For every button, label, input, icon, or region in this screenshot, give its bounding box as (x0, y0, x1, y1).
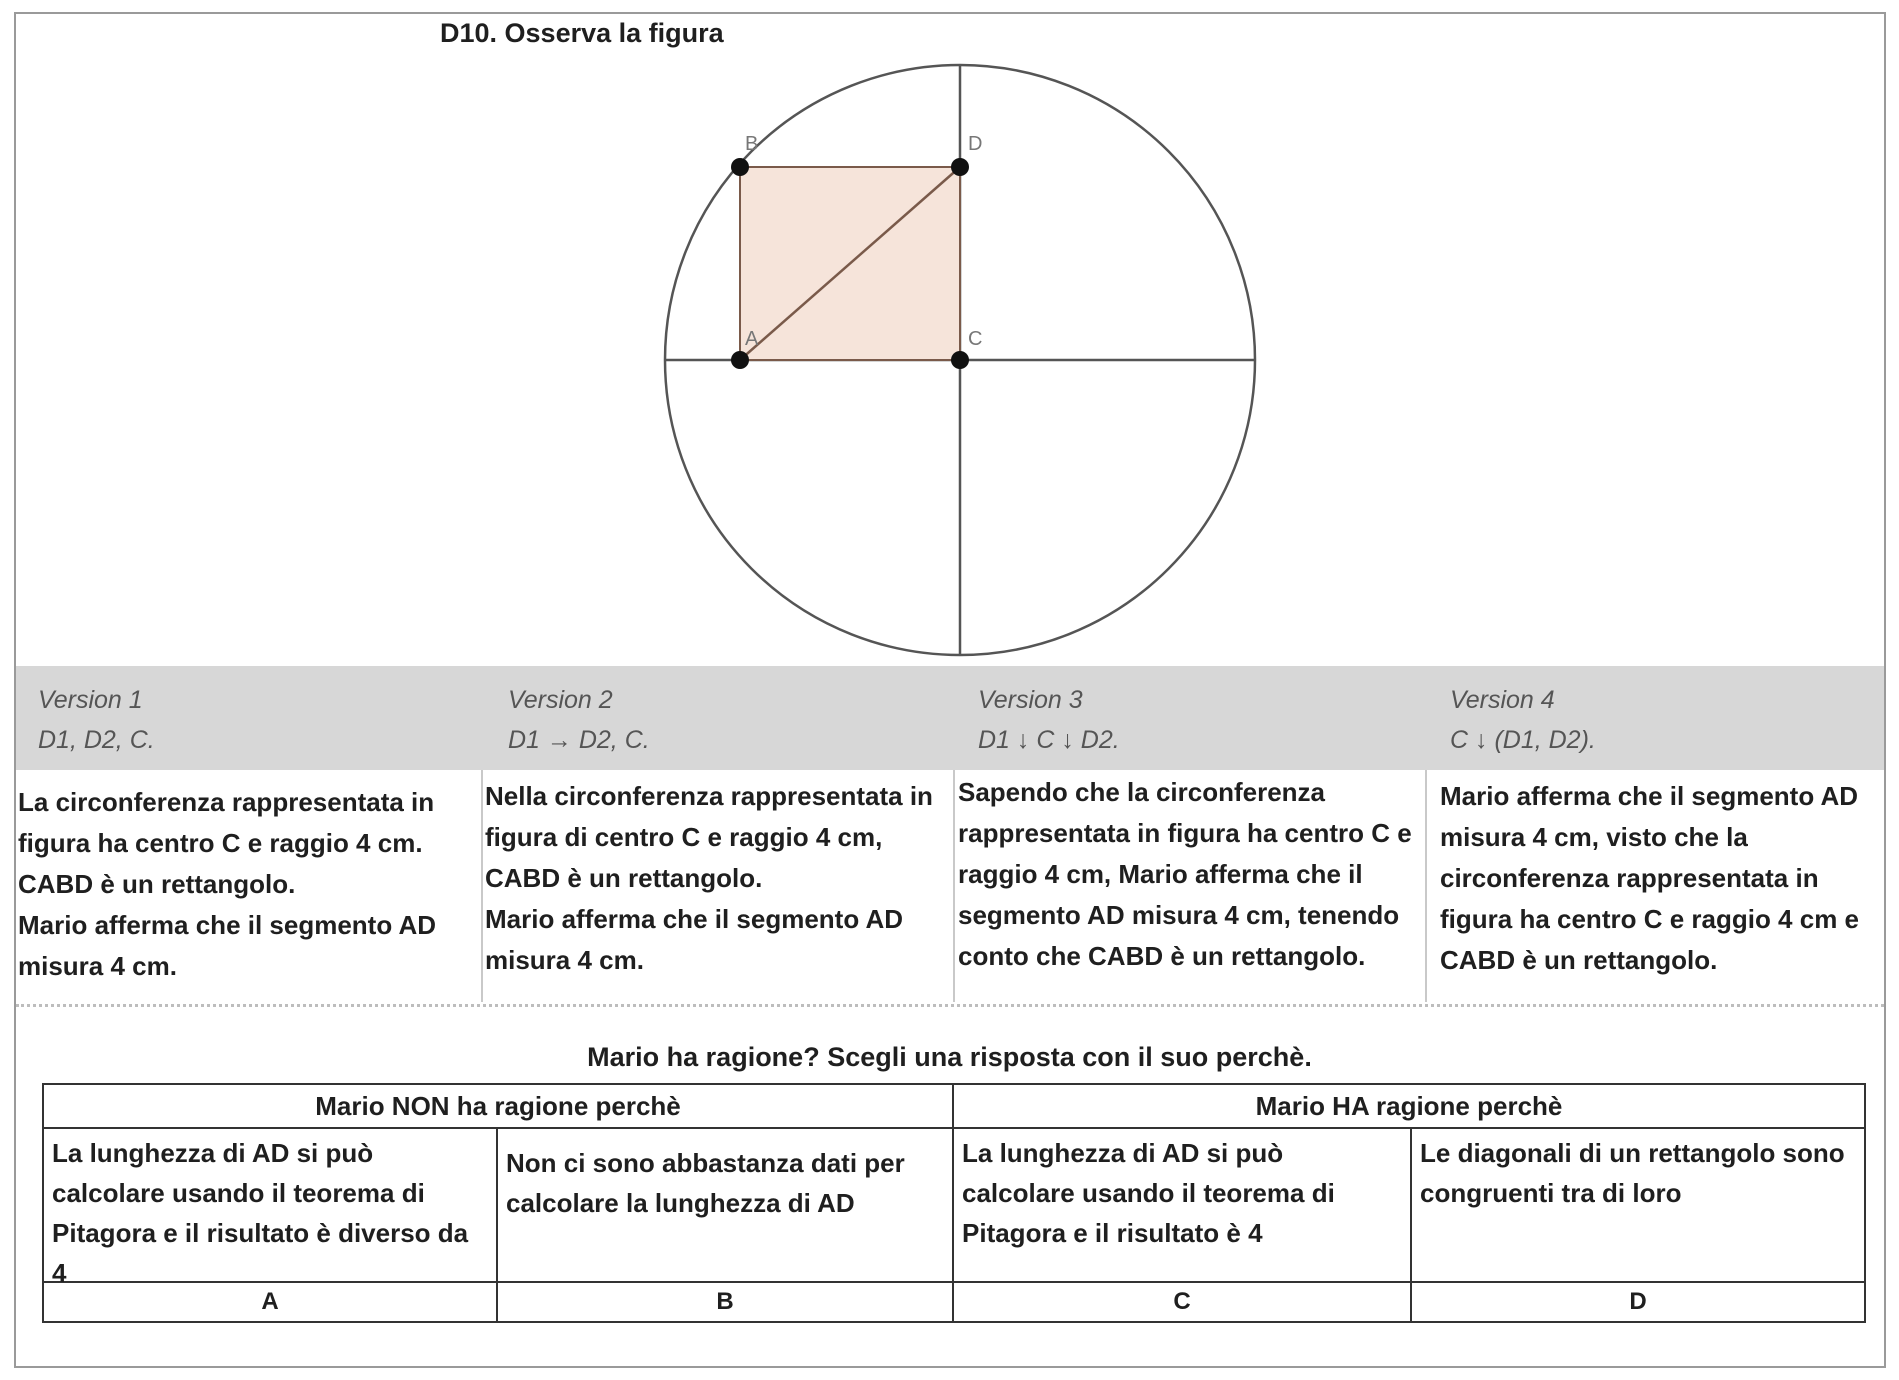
versions-header (16, 666, 1884, 770)
version-1-name: Version 1 (38, 686, 143, 714)
label-c: C (968, 328, 983, 350)
version-2-header (508, 680, 650, 760)
version-1-order: D1, D2, C. (38, 726, 155, 754)
version-2-text: Nella circonferenza rappresentata in figura di centro C e raggio 4 cm, CABD è un rettangolo. Mario afferma che il segmento AD misura 4 cm. (485, 781, 933, 975)
dotted-divider (16, 1004, 1884, 1007)
point-d (951, 158, 969, 176)
geometry-figure (0, 0, 1899, 670)
option-b-text: Non ci sono abbastanza dati per calcolare la lunghezza di AD (506, 1148, 905, 1218)
point-c (951, 351, 969, 369)
version-3-header (978, 680, 1120, 760)
version-1-header (38, 680, 155, 760)
version-2-order: D1 → D2, C. (508, 726, 650, 754)
version-separator (953, 770, 955, 1002)
option-a-text: La lunghezza di AD si può calcolare usando il teorema di Pitagora e il risultato è diverso da 4 (52, 1138, 469, 1288)
option-b-button[interactable]: B (716, 1288, 734, 1315)
version-separator (1425, 770, 1427, 1002)
label-b: B (745, 133, 759, 155)
version-1-text: La circonferenza rappresentata in figura ha centro C e raggio 4 cm. CABD è un rettangolo. Mario afferma che il segmento AD misura 4 cm. (18, 787, 437, 981)
question-text: Mario ha ragione? Scegli una risposta con il suo perchè. (587, 1042, 1312, 1072)
label-a: A (745, 328, 759, 350)
option-d-text: Le diagonali di un rettangolo sono congruenti tra di loro (1420, 1138, 1845, 1208)
version-4-header (1450, 680, 1596, 760)
version-2-name: Version 2 (508, 686, 613, 714)
version-3-name: Version 3 (978, 686, 1083, 714)
version-4-text: Mario afferma che il segmento AD misura 4 cm, visto che la circonferenza rappresentata in figura ha centro C e raggio 4 cm e CABD è un rettangolo. (1440, 781, 1859, 975)
answers-table (42, 1083, 1866, 1323)
option-d-button[interactable]: D (1629, 1288, 1647, 1315)
version-3-order: D1 ↓ C ↓ D2. (978, 726, 1120, 754)
group-non-ha-ragione: Mario NON ha ragione perchè (315, 1091, 681, 1121)
exercise-title: D10. Osserva la figura (440, 18, 724, 48)
version-3-text: Sapendo che la circonferenza rappresentata in figura ha centro C e raggio 4 cm, Mario afferma che il segmento AD misura 4 cm, tenendo conto che CABD è un rettangolo. (958, 777, 1412, 971)
version-separator (481, 770, 483, 1002)
option-c-text: La lunghezza di AD si può calcolare usando il teorema di Pitagora e il risultato è 4 (962, 1138, 1335, 1248)
point-b (731, 158, 749, 176)
label-d: D (968, 133, 983, 155)
option-a-button[interactable]: A (261, 1288, 279, 1315)
version-4-order: C ↓ (D1, D2). (1450, 726, 1596, 754)
group-ha-ragione: Mario HA ragione perchè (1255, 1091, 1563, 1121)
option-c-button[interactable]: C (1173, 1288, 1191, 1315)
point-a (731, 351, 749, 369)
version-4-name: Version 4 (1450, 686, 1555, 714)
